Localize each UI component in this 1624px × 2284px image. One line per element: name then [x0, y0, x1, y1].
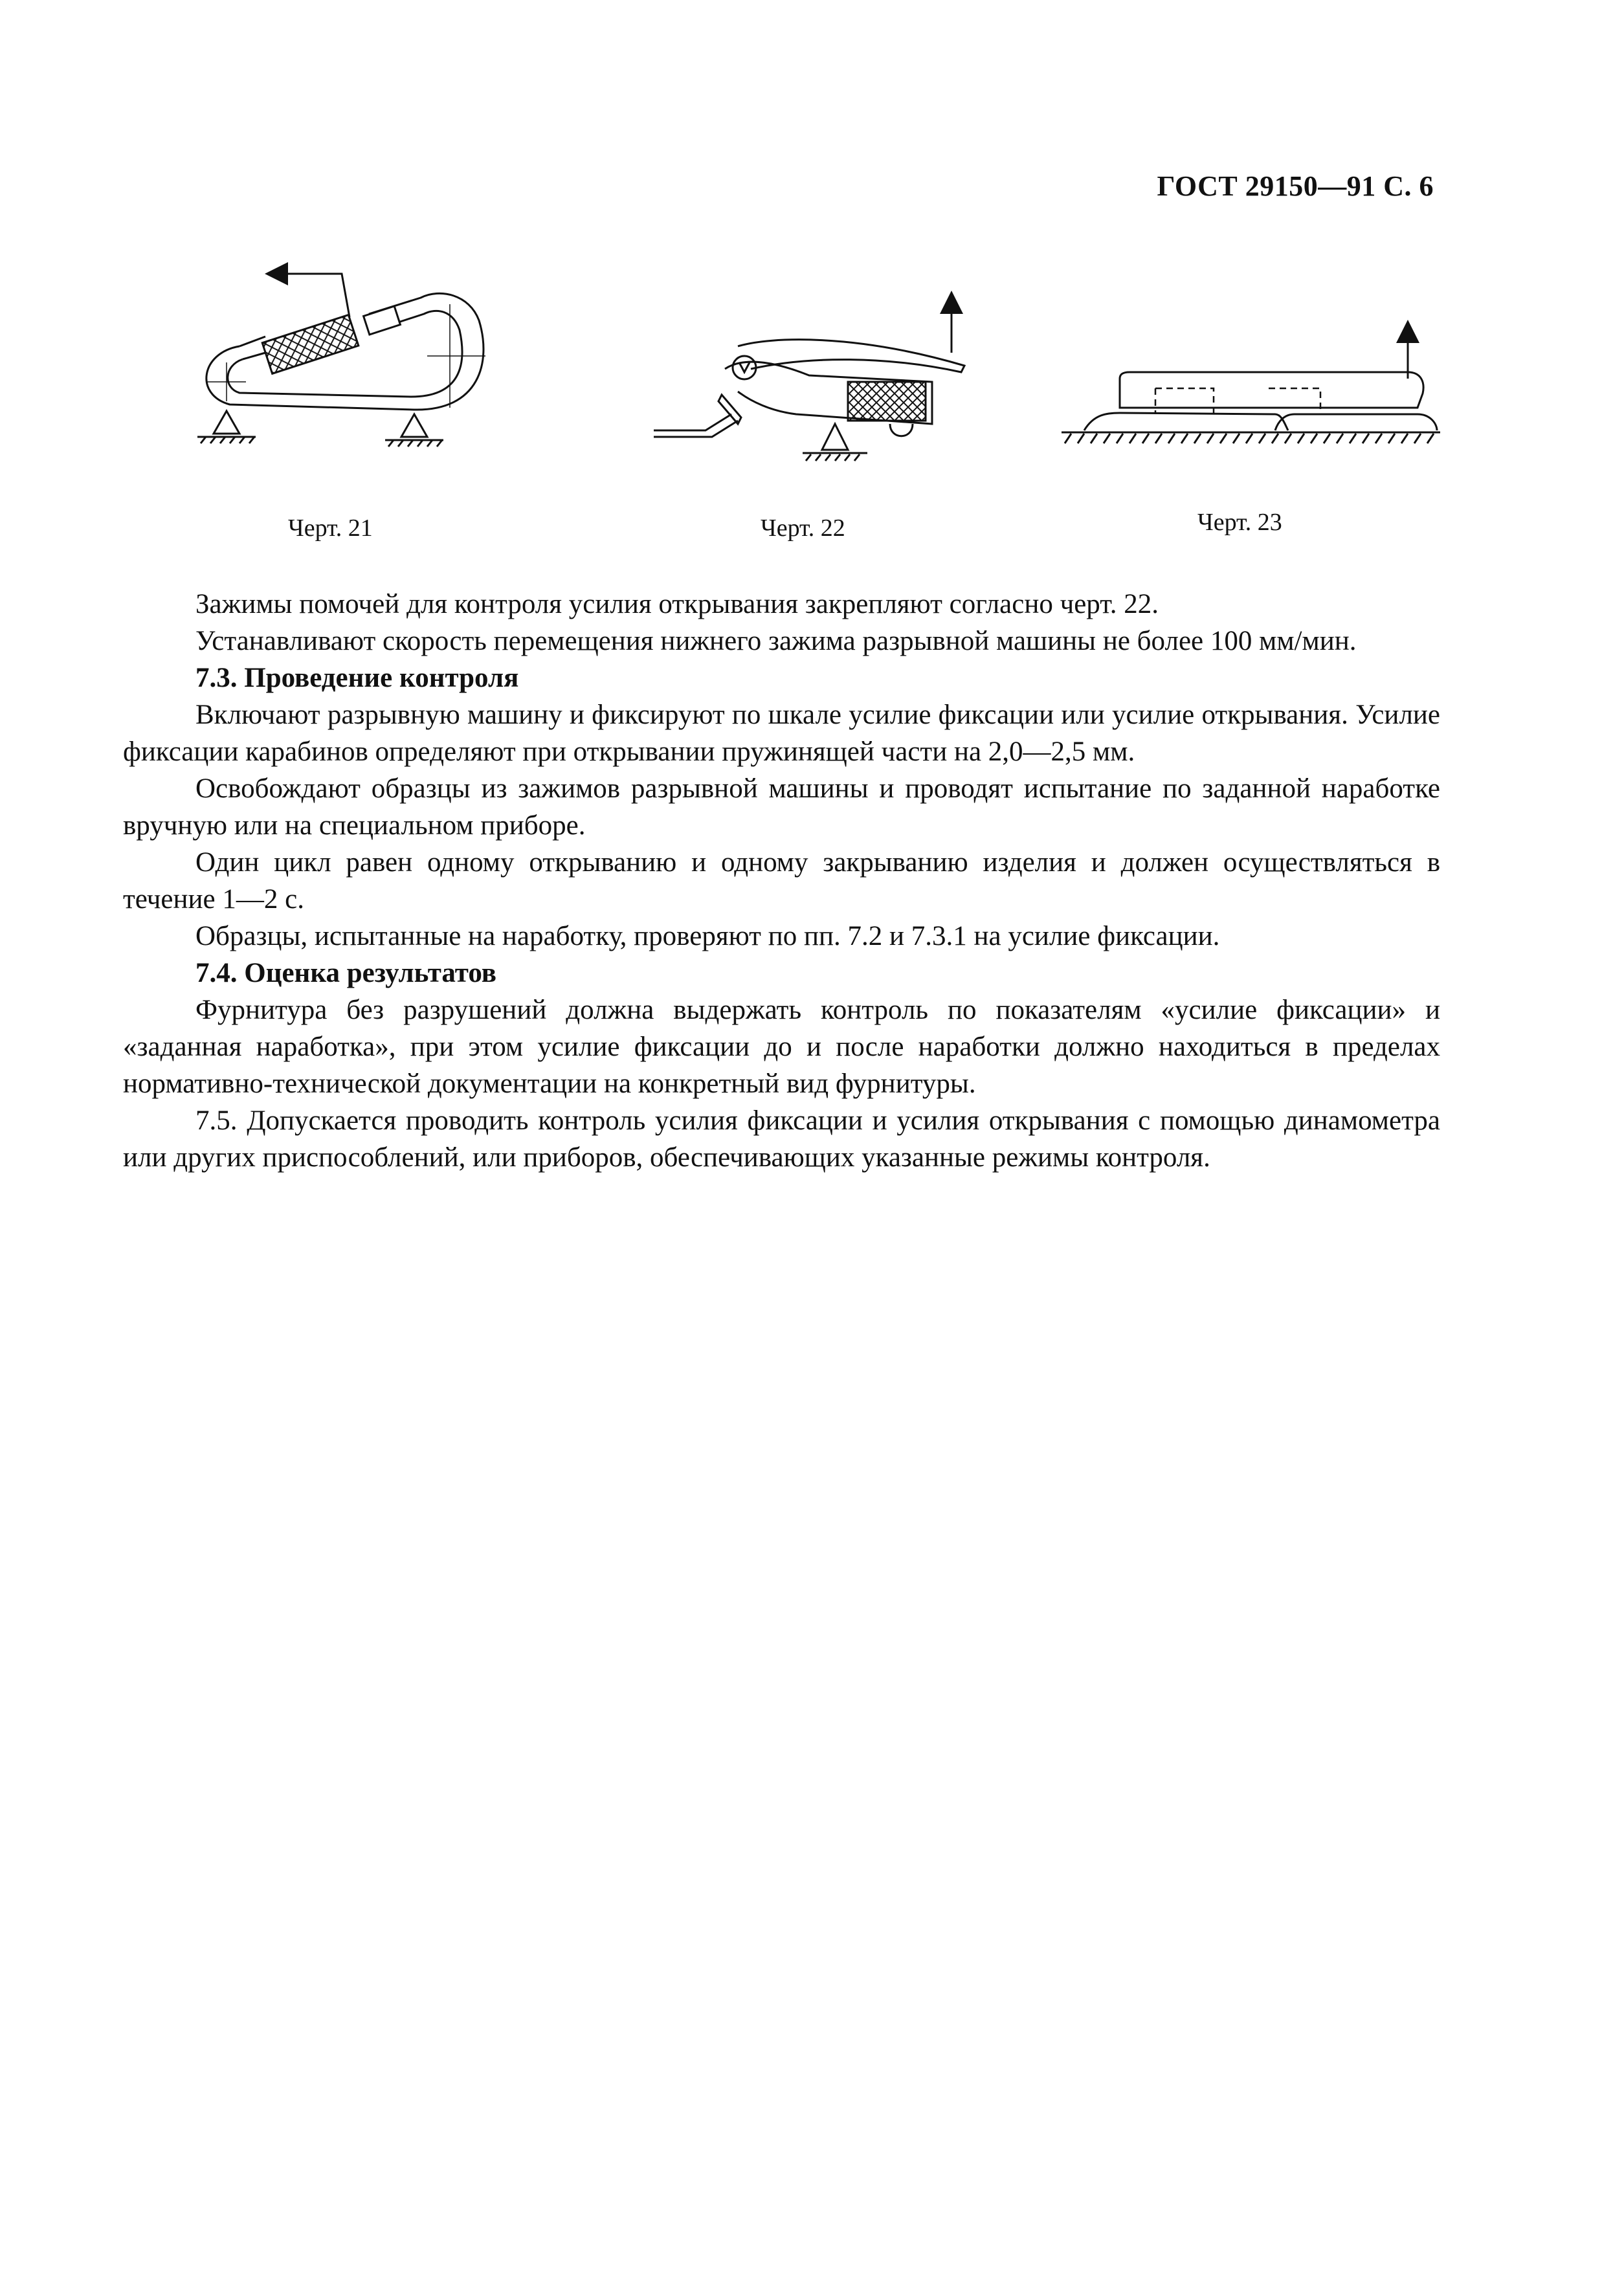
- paragraph: 7.5. Допускается проводить контроль усилия фиксации и усилия открывания с помощью динамометра или других приспособлений, или приборов, обеспечивающих указанные режимы контроля.: [123, 1105, 1440, 1173]
- section-heading-7-4: 7.4. Оценка результатов: [195, 958, 496, 988]
- paragraph: Один цикл равен одному открыванию и одному закрыванию изделия и должен осуществляться в течение 1—2 с.: [123, 847, 1440, 915]
- body-text: [123, 586, 1440, 1176]
- figure-21-caption: Черт. 21: [288, 515, 373, 542]
- paragraph: Зажимы помочей для контроля усилия открывания закрепляют согласно черт. 22.: [195, 589, 1159, 619]
- section-heading-7-3: 7.3. Проведение контроля: [195, 663, 519, 693]
- figure-21-carabiner-drawing: [175, 249, 511, 482]
- figure-22-clip-drawing: [641, 285, 990, 479]
- figure-23-button-drawing: [1055, 317, 1443, 466]
- paragraph: Образцы, испытанные на наработку, проверяют по пп. 7.2 и 7.3.1 на усилие фиксации.: [195, 921, 1220, 951]
- paragraph: Освобождают образцы из зажимов разрывной машины и проводят испытание по заданной наработке вручную или на специальном приборе.: [123, 773, 1440, 841]
- figure-22-caption: Черт. 22: [761, 515, 845, 542]
- paragraph: Фурнитура без разрушений должна выдержать контроль по показателям «усилие фиксации» и «заданная наработка», при этом усилие фиксации до и после наработки должно находиться в пределах нормативно-технической документации на конкретный вид фурнитуры.: [123, 995, 1440, 1099]
- page-header: ГОСТ 29150—91 С. 6: [1157, 170, 1434, 202]
- figure-23-caption: Черт. 23: [1197, 509, 1282, 536]
- paragraph: Включают разрывную машину и фиксируют по шкале усилие фиксации или усилие открывания. Усилие фиксации карабинов определяют при открывании пружинящей части на 2,0—2,5 мм.: [123, 700, 1440, 767]
- paragraph: Устанавливают скорость перемещения нижнего зажима разрывной машины не более 100 мм/мин.: [195, 626, 1357, 656]
